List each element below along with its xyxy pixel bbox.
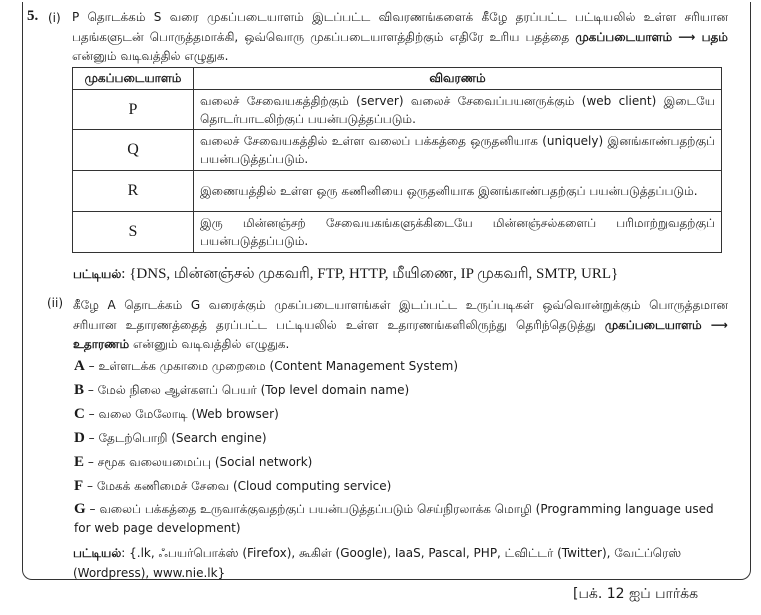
row-description: இணையத்தில் உள்ள ஒரு கணினியை ஒருதனியாக இனங்காண்பதற்குப் பயன்படுத்தப்படும்.	[194, 171, 722, 212]
table-header-row	[73, 68, 722, 90]
list-values: : {.lk, ஃபயர்பொக்ஸ் (Firefox), கூகிள் (Google), IaaS, Pascal, PHP, ட்விட்டர் (Twitter), வேட்ப்ரெஸ் (Wordpress), www.nie.lk}	[73, 546, 682, 580]
instruction-text-c: என்னும் வடிவத்தில் எழுதுக.	[132, 337, 290, 351]
table-row	[73, 171, 722, 212]
item-key: C	[74, 406, 85, 422]
list-item	[74, 452, 729, 476]
list-item	[74, 500, 729, 538]
part2-instruction	[73, 296, 728, 355]
row-label: S	[73, 212, 194, 253]
format-term: பதம்	[701, 29, 728, 44]
table-header-description: விவரணம்	[194, 68, 722, 90]
list-label: பட்டியல்	[73, 267, 122, 281]
item-key: A	[74, 358, 85, 374]
format-term: உதாரணம்	[73, 337, 130, 351]
arrow-icon: ⟶	[678, 29, 696, 44]
table-row	[73, 90, 722, 130]
row-label: R	[73, 171, 194, 212]
format-label: முகப்படையாளம்	[604, 317, 702, 332]
item-key: G	[74, 501, 86, 517]
item-key: F	[74, 478, 84, 494]
list-item	[74, 476, 729, 500]
arrow-icon: ⟶	[710, 317, 728, 332]
instruction-text-b: A தொடக்கம் G வரைக்கும் முகப்படையாளங்கள் இடப்பட்ட உருப்படிகள் ஒவ்வொன்றுக்கும் பொருத்தமான சரியான உதாரணத்தைத் தரப்பட்ட பட்டியலில் உள்ள உதாரணங்களிலிருந்து தெரிந்தெடுத்து	[73, 298, 728, 332]
item-text: – வலை மேலோடி (Web browser)	[88, 407, 279, 421]
item-text: – சமூக வலையமைப்பு (Social network)	[87, 455, 313, 469]
list-label: பட்டியல்	[73, 546, 122, 560]
instruction-text-a: P தொடக்கம் S வரை முகப்படையாளம் இடப்பட்ட விவரணங்களைக் கீழே தரப்பட்ட பட்டியலில் உள்ள சரியான பதங்களுடன் பொருத்தமாக்கி, ஒவ்வொரு முகப்படையாளத்திற்கும் எதிரே உரிய பதத்தை	[72, 10, 728, 44]
description-table	[72, 67, 722, 253]
row-label: Q	[73, 130, 194, 171]
item-text: – மேல் நிலை ஆள்களப் பெயர் (Top level domain name)	[87, 383, 410, 397]
part2-label: (ii)	[47, 296, 64, 310]
list-item	[74, 380, 729, 404]
table-row	[73, 212, 722, 253]
instruction-text-a: கீழே	[73, 298, 99, 312]
row-description: வலைச் சேவையகத்திற்கும் (server) வலைச் சேவைப்பயனருக்கும் (web client) இடையே தொடர்பாடலிற்குப் பயன்படுத்தப்படும்.	[194, 90, 722, 130]
part1-label: (i)	[48, 11, 61, 25]
row-description: இரு மின்னஞ்சற் சேவையகங்களுக்கிடையே மின்னஞ்சல்களைப் பரிமாற்றுவதற்குப் பயன்படுத்தப்படும்.	[194, 212, 722, 253]
question-number: 5.	[27, 8, 39, 24]
term-list	[73, 265, 618, 284]
item-text: – தேடற்பொறி (Search engine)	[88, 431, 267, 445]
list-item	[74, 404, 729, 428]
list-values: : {DNS, மின்னஞ்சல் முகவரி, FTP, HTTP, மீயிணை, IP முகவரி, SMTP, URL}	[121, 266, 619, 282]
instruction-text-b: என்னும் வடிவத்தில் எழுதுக.	[72, 49, 229, 63]
example-list	[73, 543, 728, 583]
item-list	[74, 356, 729, 538]
item-text: – வலைப் பக்கத்தை உருவாக்குவதற்குப் பயன்படுத்தப்படும் செய்நிரலாக்க மொழி (Programming language used for web page development)	[74, 502, 714, 535]
table-row	[73, 130, 722, 171]
item-key: D	[74, 430, 85, 446]
page-footer: [பக். 12 ஐப் பார்க்க	[573, 586, 699, 602]
table-header-label: முகப்படையாளம்	[73, 68, 194, 90]
item-key: E	[74, 454, 85, 470]
format-label: முகப்படையாளம்	[575, 29, 673, 44]
row-description: வலைச் சேவையகத்தில் உள்ள வலைப் பக்கத்தை ஒருதனியாக (uniquely) இனங்காண்பதற்குப் பயன்படுத்தப்படும்.	[194, 130, 722, 171]
item-text: – உள்ளடக்க முகாமை முறைமை (Content Management System)	[88, 359, 459, 373]
row-label: P	[73, 90, 194, 130]
part1-instruction	[72, 8, 728, 67]
list-item	[74, 356, 729, 380]
list-item	[74, 428, 729, 452]
item-key: B	[74, 382, 85, 398]
item-text: – மேகக் கணிமைச் சேவை (Cloud computing service)	[87, 479, 392, 493]
